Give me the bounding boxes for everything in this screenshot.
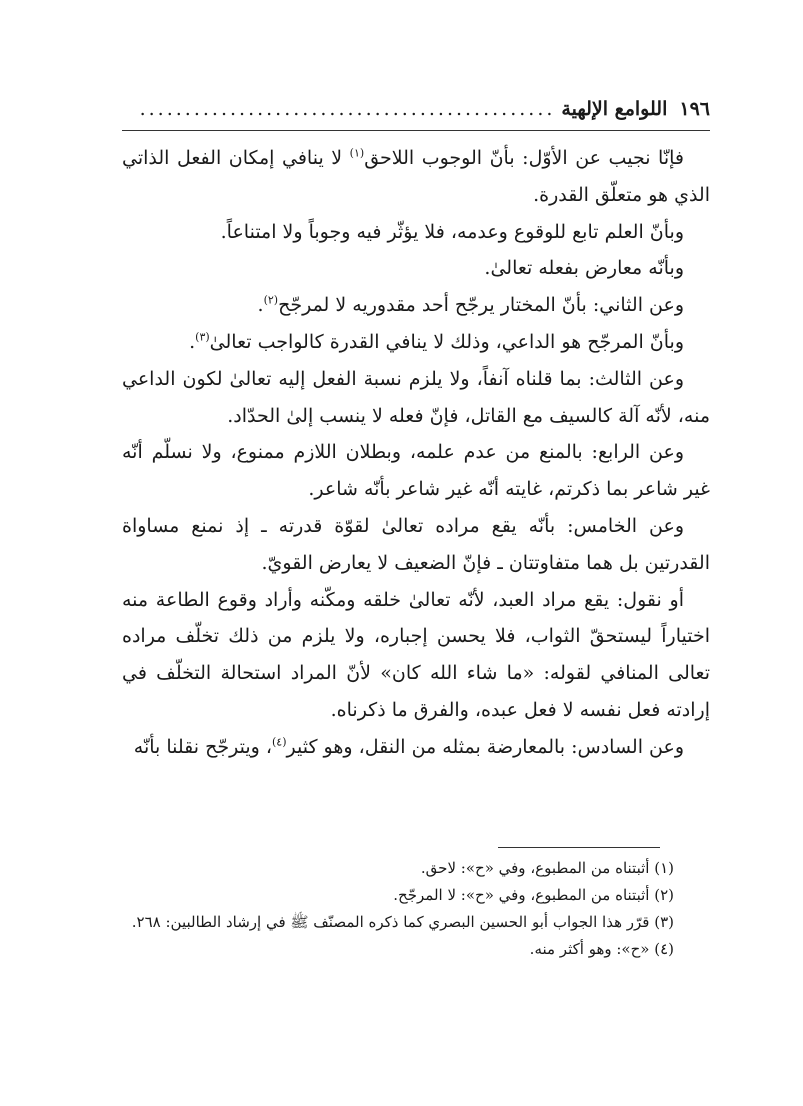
paragraph: وعن الخامس: بأنّه يقع مراده تعالىٰ لقوّة قدرته ـ إذ نمنع مساواة القدرتين بل هما متفاوتتان ـ فإنّ الضعيف لا يعارض القويّ. [122, 514, 710, 574]
footnote-separator [498, 847, 660, 848]
footnote-ref: (٣) [195, 330, 210, 344]
book-title: اللوامع الإلهية [561, 98, 668, 120]
header-rule [122, 130, 710, 131]
paragraph-text: وعن الثاني: بأنّ المختار يرجّح أحد مقدوريه لا لمرجّح [278, 294, 684, 317]
footnotes [122, 855, 710, 963]
paragraph [122, 140, 710, 214]
paragraph: وعن الثالث: بما قلناه آنفاً، ولا يلزم نسبة الفعل إليه تعالىٰ لكون الداعي منه، لأنّه آلة كالسيف مع القاتل، فإنّ فعله لا ينسب إلىٰ الحدّاد. [122, 367, 710, 427]
paragraph-text: لا ينافي إمكان الفعل الذاتي الذي هو متعلّق القدرة. [122, 147, 710, 206]
paragraph-text: ، ويترجّح نقلنا بأنّه [133, 735, 272, 758]
dot-leader: .............................................. [139, 98, 556, 120]
main-text [122, 140, 710, 766]
paragraph-text: وبأنّ المرجّح هو الداعي، وذلك لا ينافي القدرة كالواجب تعالىٰ [209, 330, 684, 353]
footnote-3: (٣) قرّر هذا الجواب أبو الحسين البصري كما ذكره المصنّف ﷺ في إرشاد الطالبين: ٢٦٨. [131, 913, 674, 931]
paragraph: وبأنّ العلم تابع للوقوع وعدمه، فلا يؤثّر فيه وجوباً ولا امتناعاً. [220, 220, 684, 243]
footnote-4: (٤) «ح»: وهو أكثر منه. [529, 940, 674, 958]
paragraph-text: . [189, 330, 196, 353]
paragraph [122, 287, 710, 324]
footnote-ref: (١) [349, 146, 365, 160]
running-head [122, 92, 710, 126]
paragraph: وعن الرابع: بالمنع من عدم علمه، وبطلان اللازم ممنوع، ولا نسلّم أنّه غير شاعر بما ذكرتم، غايته أنّه غير شاعر بأنّه شاعر. [122, 441, 710, 501]
paragraph: أو نقول: يقع مراد العبد، لأنّه تعالىٰ خلقه ومكّنه وأراد وقوع الطاعة منه اختياراً ليستحقّ الثواب، فلا يحسن إجباره، ولا يلزم من ذلك تخلّف مراده تعالى المنافي لقوله: «ما شاء الله كان» لأنّ المراد استحالة التخلّف في إرادته فعل نفسه لا فعل عبده، والفرق ما ذكرناه. [122, 588, 710, 721]
paragraph: وبأنّه معارض بفعله تعالىٰ. [484, 257, 684, 280]
footnote-ref: (٢) [263, 293, 279, 307]
paragraph-text: . [257, 294, 264, 317]
paragraph [122, 324, 710, 361]
paragraph-text: فإنّا نجيب عن الأوّل: بأنّ الوجوب اللاحق [364, 147, 684, 169]
footnote-2: (٢) أثبتناه من المطبوع، وفي «ح»: لا المرجّح. [393, 886, 674, 904]
paragraph [122, 729, 710, 766]
footnote-1: (١) أثبتناه من المطبوع، وفي «ح»: لاحق. [420, 859, 674, 877]
footnote-ref: (٤) [272, 735, 287, 749]
paragraph-text: وعن السادس: بالمعارضة بمثله من النقل، وهو كثير [286, 735, 684, 758]
page-number: ١٩٦ [679, 98, 710, 120]
